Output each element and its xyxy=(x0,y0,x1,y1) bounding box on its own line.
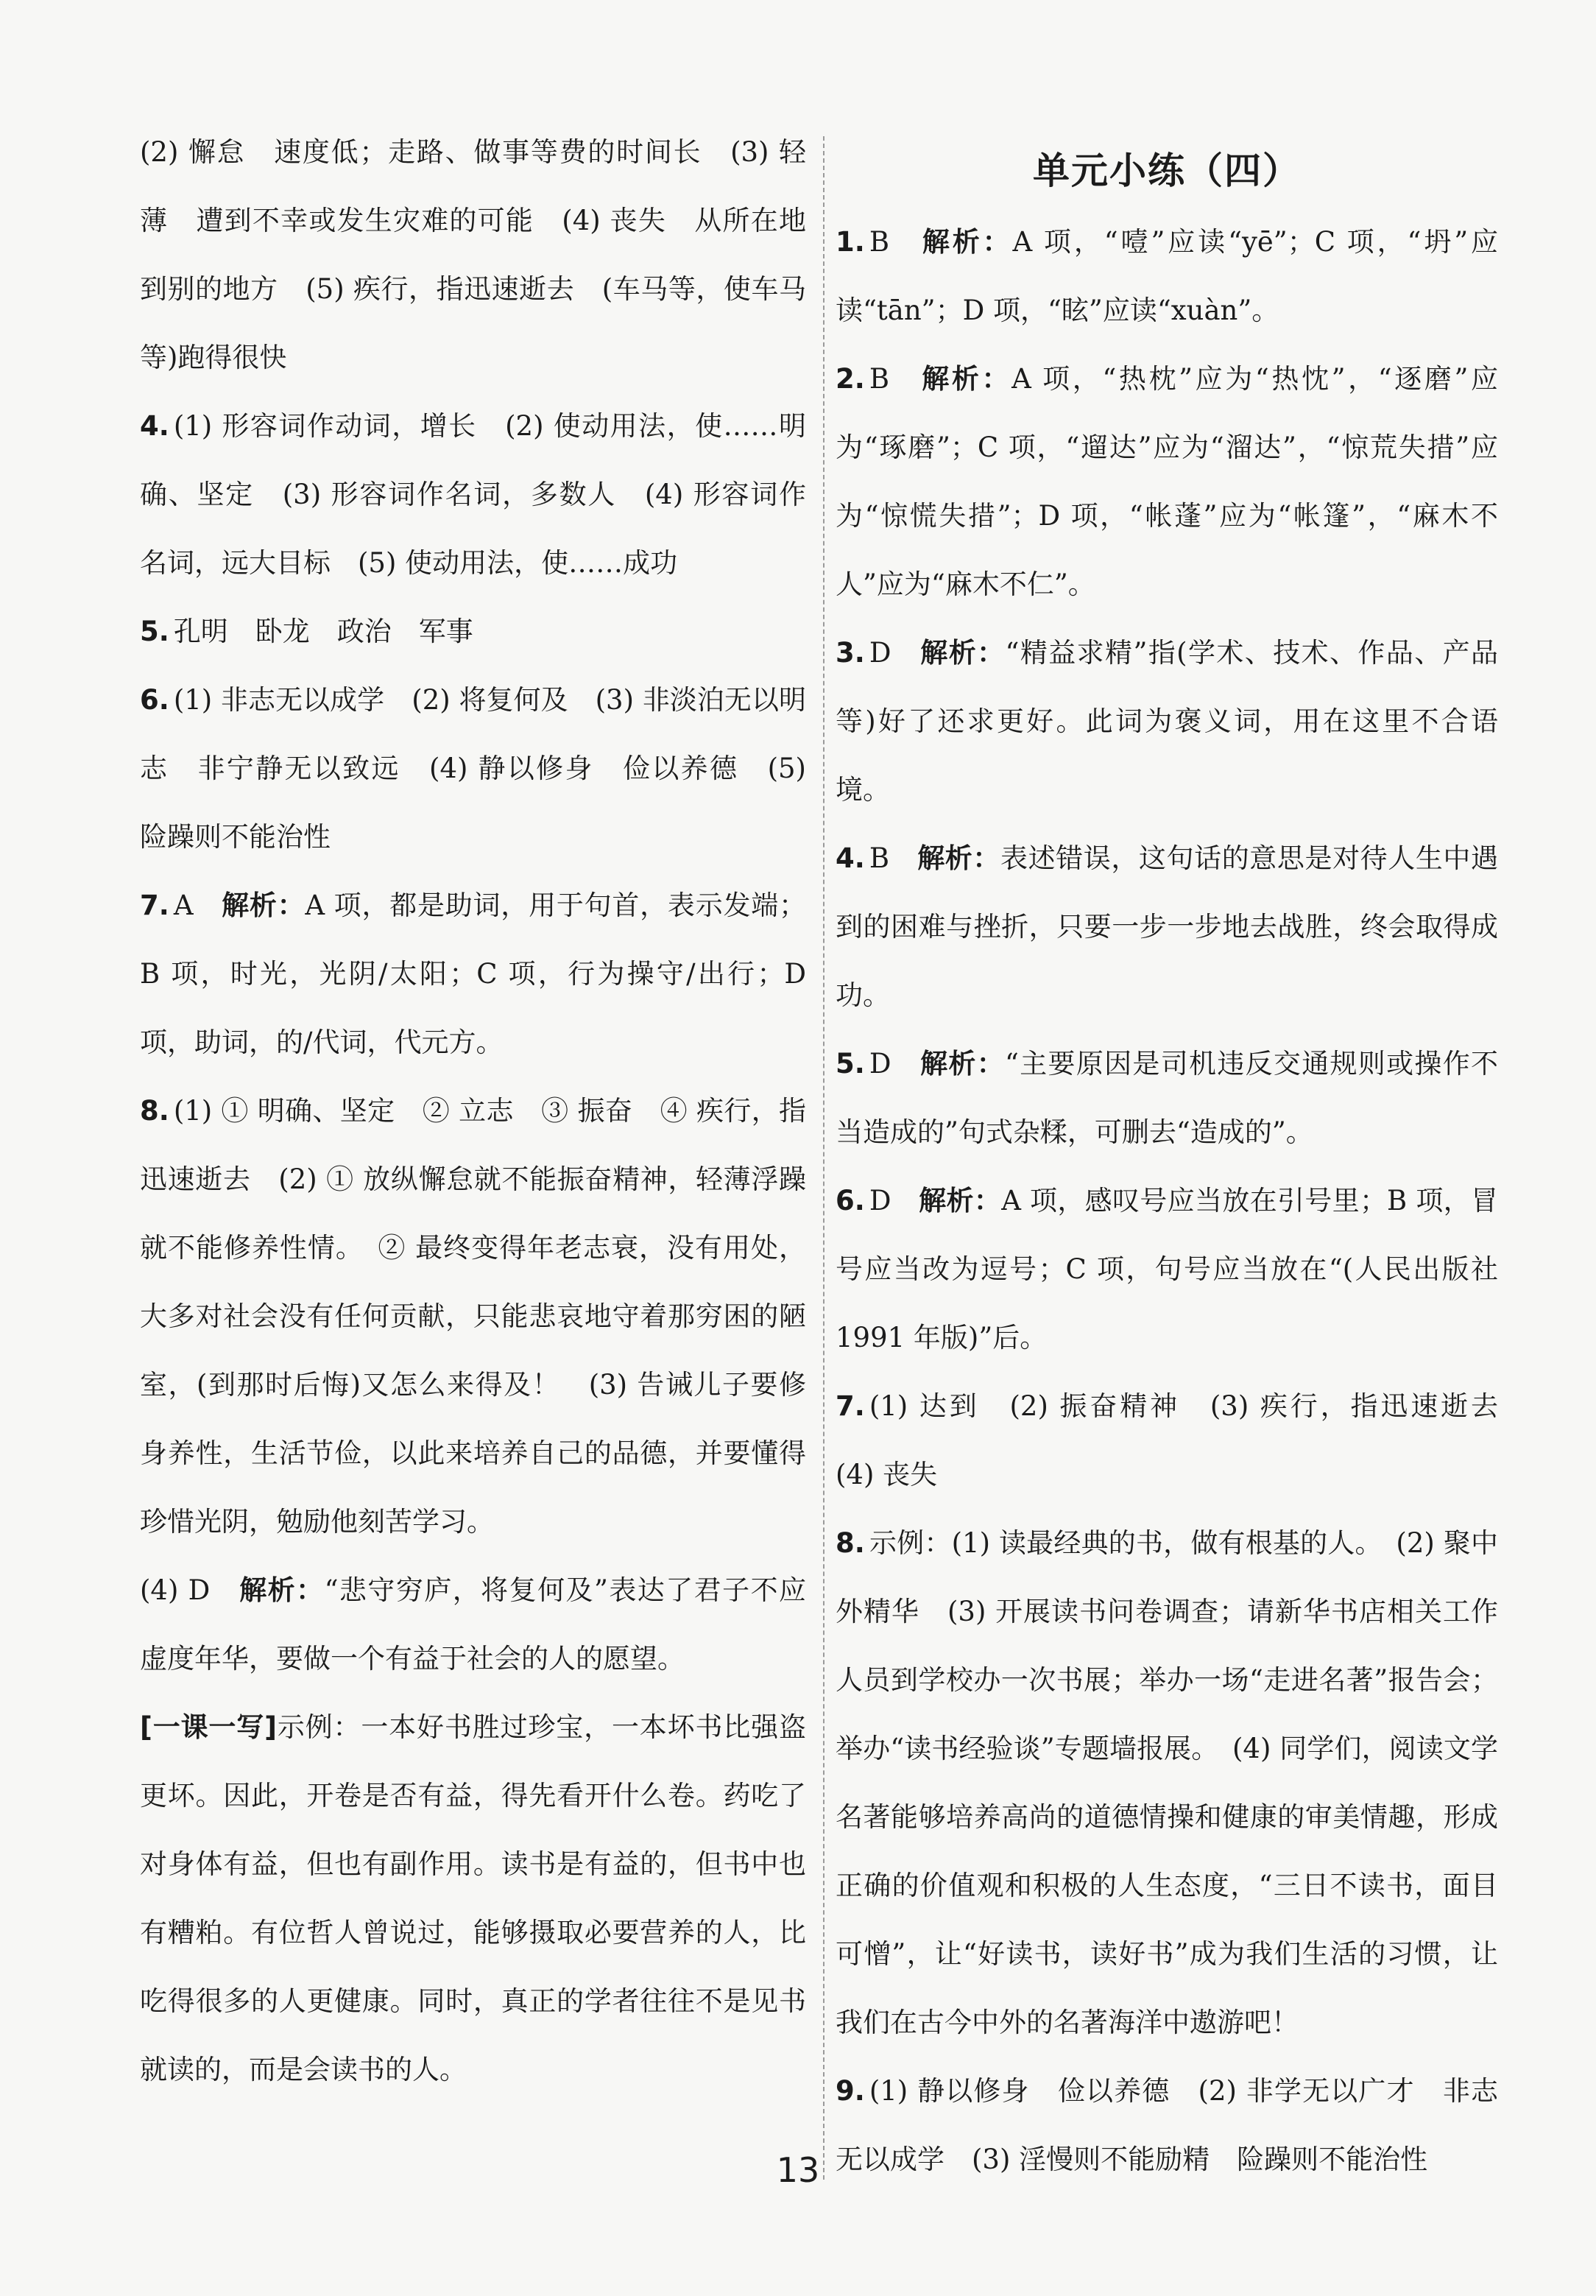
page-number: 13 xyxy=(776,2150,820,2190)
answer-5: 5. 孔明 卧龙 政治 军事 xyxy=(140,616,473,647)
column-divider xyxy=(823,136,825,2180)
left-column xyxy=(140,118,815,2104)
unit-answer-3: 3. D 解析：“精益求精”指(学术、技术、作品、产品等)好了还求更好。此词为褒义词，用在这里不合语境。 xyxy=(836,637,1499,806)
unit-answer-8: 8. 示例：(1) 读最经典的书，做有根基的人。 (2) 聚中外精华 (3) 开展读书问卷调查；请新华书店相关工作人员到学校办一次书展；举办一场“走进名著”报告会；举办“读书经验谈”专题墙报展。 (4) 同学们，阅读文学名著能够培养高尚的道德情操和健康的审美情趣，形成正确的价值观和积极的人生态度，“三日不读书，面目可憎”，让“好读书，读好书”成为我们生活的习惯，让我们在古今中外的名著海洋中遨游吧！ xyxy=(836,1527,1498,2038)
answer-3-continued: (2) 懈怠 速度低；走路、做事等费的时间长 (3) 轻薄 遭到不幸或发生灾难的可能 (4) 丧失 从所在地到别的地方 (5) 疾行，指迅速逝去 (车马等，使车马等)跑得很快 xyxy=(140,136,806,373)
answer-7: 7. A 解析：A 项，都是助词，用于句首，表示发端；B 项，时光，光阴/太阳；C 项，行为操守/出行；D 项，助词，的/代词，代元方。 xyxy=(140,890,815,1058)
answer-6: 6. (1) 非志无以成学 (2) 将复何及 (3) 非淡泊无以明志 非宁静无以致远 (4) 静以修身 俭以养德 (5) 险躁则不能治性 xyxy=(140,684,815,853)
unit-answer-5: 5. D 解析：“主要原因是司机违反交通规则或操作不当造成的”句式杂糅，可删去“造成的”。 xyxy=(836,1048,1499,1148)
unit-answer-1: 1. B 解析：A 项，“噎”应读“yē”；C 项，“坍”应读“tān”；D 项，“眩”应读“xuàn”。 xyxy=(836,226,1499,326)
answer-8-4: (4) D 解析：“悲守穷庐，将复何及”表达了君子不应虚度年华，要做一个有益于社会的人的愿望。 xyxy=(140,1574,807,1675)
unit-answer-2: 2. B 解析：A 项，“热枕”应为“热忱”，“逐磨”应为“琢磨”；C 项，“遛达”应为“溜达”，“惊荒失措”应为“惊慌失措”；D 项，“帐蓬”应为“帐篷”，“麻木不人”应为“麻木不仁”。 xyxy=(836,363,1498,600)
unit-title: 单元小练（四） xyxy=(1033,149,1301,192)
one-lesson-one-write: [一课一写]示例：一本好书胜过珍宝，一本坏书比强盗更坏。因此，开卷是否有益，得先看开什么卷。药吃了对身体有益，但也有副作用。读书是有益的，但书中也有糟粕。有位哲人曾说过，能够摄取必要营养的人，比吃得很多的人更健康。同时，真正的学者往往不是见书就读的，而是会读书的人。 xyxy=(140,1711,806,2085)
unit-answer-4: 4. B 解析：表述错误，这句话的意思是对待人生中遇到的困难与挫折，只要一步一步地去战胜，终会取得成功。 xyxy=(836,842,1499,1011)
right-column xyxy=(836,118,1525,2194)
answer-8: 8. (1) ① 明确、坚定 ② 立志 ③ 振奋 ④ 疾行，指迅速逝去 (2) ① 放纵懈怠就不能振奋精神，轻薄浮躁就不能修养性情。 ② 最终变得年老志衰，没有用处，大多对社会没有任何贡献，只能悲哀地守着那穷困的陋室，(到那时后悔)又怎么来得及！ (3) 告诫儿子要修身养性，生活节俭，以此来培养自己的品德，并要懂得珍惜光阴，勉励他刻苦学习。 xyxy=(140,1095,806,1538)
unit-answer-7: 7. (1) 达到 (2) 振奋精神 (3) 疾行，指迅速逝去 (4) 丧失 xyxy=(836,1390,1525,1490)
unit-answer-6: 6. D 解析：A 项，感叹号应当放在引号里；B 项，冒号应当改为逗号；C 项，句号应当放在“(人民出版社 1991 年版)”后。 xyxy=(836,1185,1507,1353)
answer-4: 4. (1) 形容词作动词，增长 (2) 使动用法，使……明确、坚定 (3) 形容词作名词，多数人 (4) 形容词作名词，远大目标 (5) 使动用法，使……成功 xyxy=(140,410,806,579)
unit-answer-9: 9. (1) 静以修身 俭以养德 (2) 非学无以广才 非志无以成学 (3) 淫慢则不能励精 险躁则不能治性 xyxy=(836,2075,1498,2175)
